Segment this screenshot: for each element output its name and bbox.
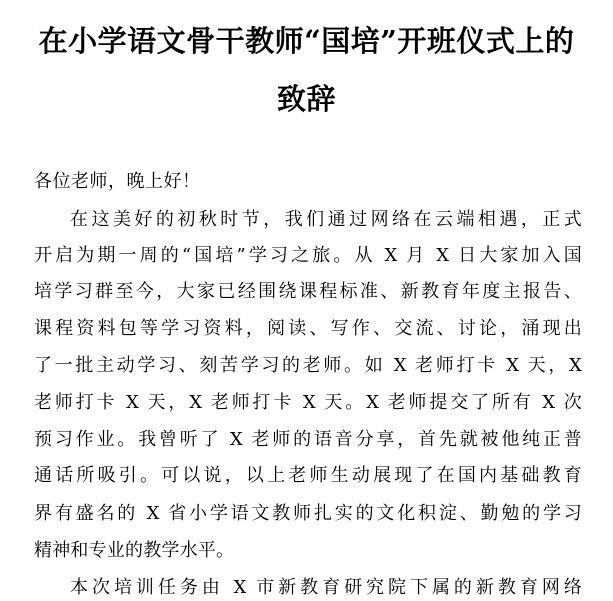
- paragraph-1-line: 预习作业。我曾听了 X 老师的语音分享，首先就被他纯正普: [34, 429, 582, 450]
- paragraph-1-line: 界有盛名的 X 省小学语文教师扎实的文化积淀、勤勉的学习: [34, 503, 582, 524]
- document-title-line-1: 在小学语文骨干教师“国培”开班仪式上的: [38, 24, 575, 58]
- document-title-line-2: 致辞: [276, 82, 336, 116]
- paragraph-1-line: 开启为期一周的“国培”学习之旅。从 X 月 X 日大家加入国: [34, 245, 582, 266]
- paragraph-1-line: 精神和专业的教学水平。: [34, 540, 235, 561]
- paragraph-1-line: 了一批主动学习、刻苦学习的老师。如 X 老师打卡 X 天，X: [34, 355, 582, 376]
- paragraph-2-line: 本次培训任务由 X 市新教育研究院下属的新教育网络: [70, 577, 582, 598]
- paragraph-1-line: 课程资料包等学习资料，阅读、写作、交流、讨论，涌现出: [34, 318, 582, 339]
- paragraph-1-line: 老师打卡 X 天，X 老师打卡 X 天。X 老师提交了所有 X 次: [34, 392, 582, 413]
- paragraph-1-line: 在这美好的初秋时节，我们通过网络在云端相遇，正式: [70, 209, 582, 230]
- paragraph-1-line: 通话所吸引。可以说，以上老师生动展现了在国内基础教育: [34, 465, 582, 486]
- salutation: 各位老师，晚上好！: [34, 171, 201, 192]
- paragraph-1-line: 培学习群至今，大家已经围绕课程标准、新教育年度主报告、: [34, 281, 582, 302]
